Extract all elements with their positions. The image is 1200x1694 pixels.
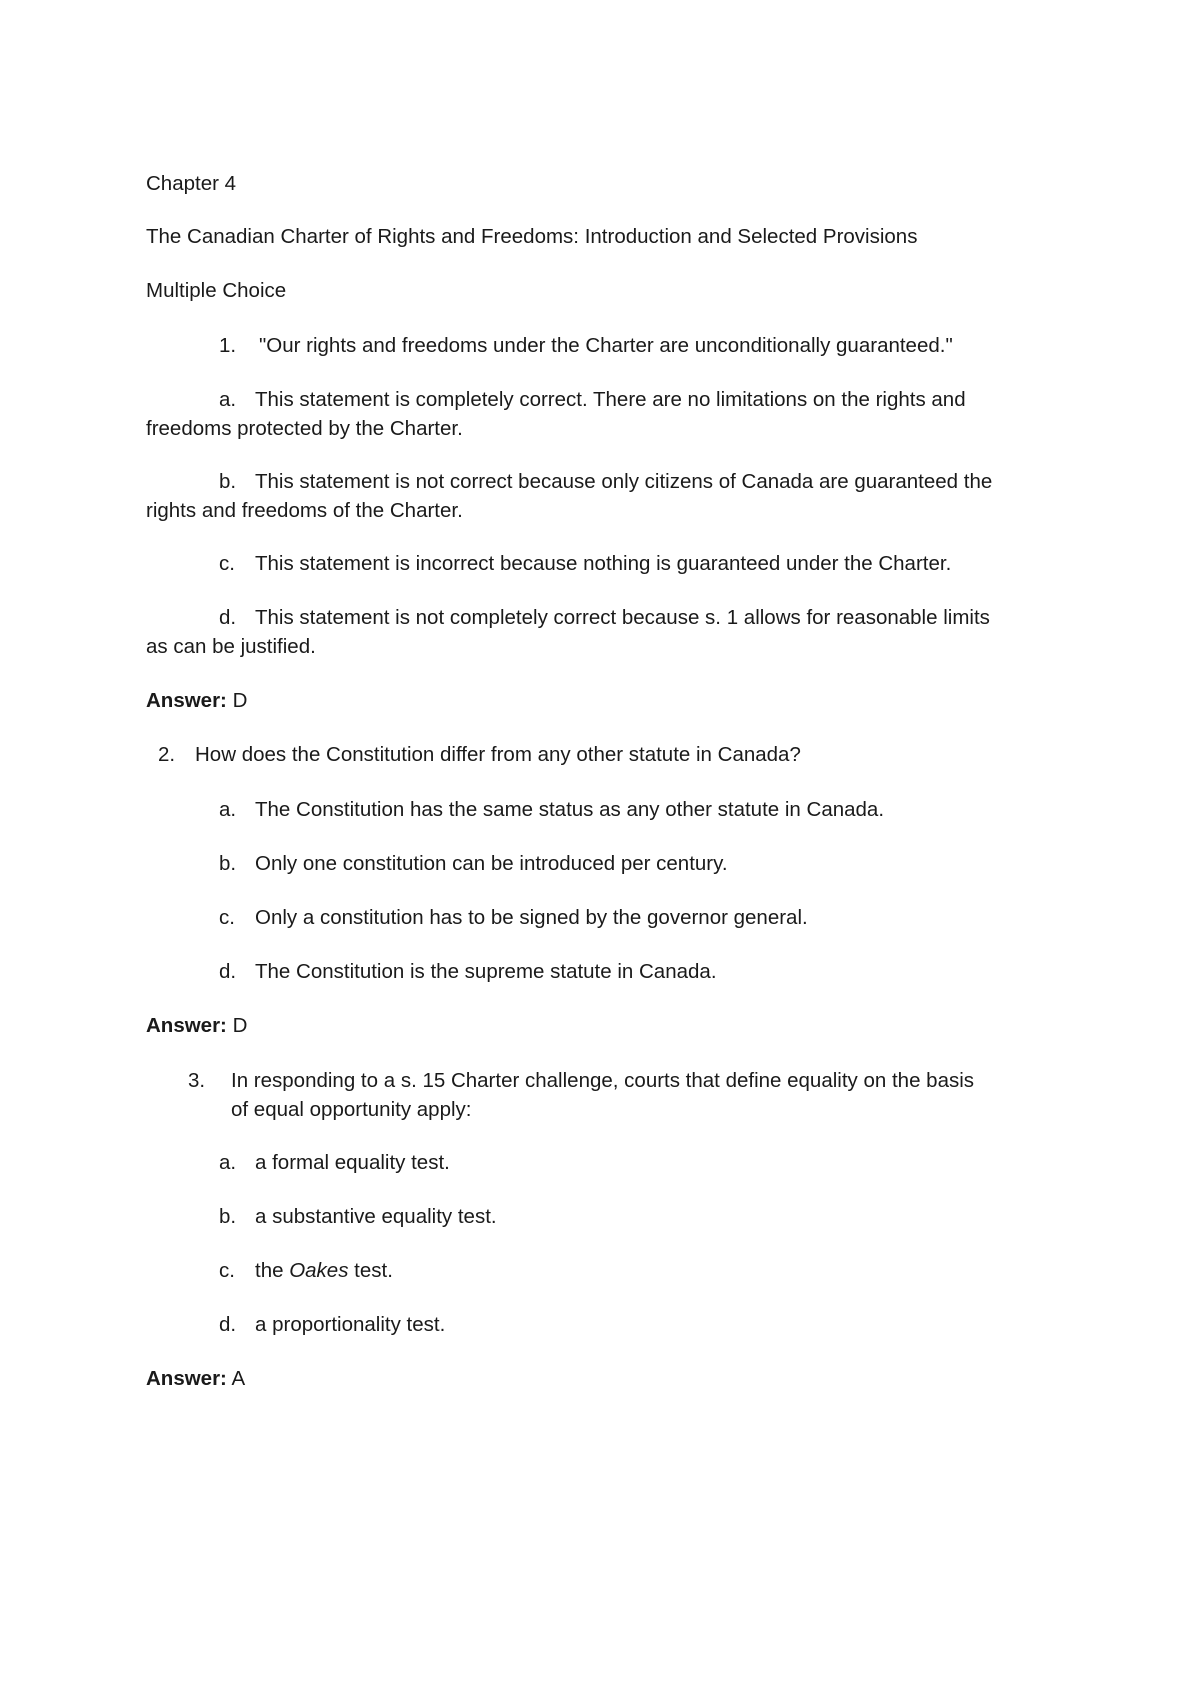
option-letter: b.	[219, 852, 237, 875]
question-1-number: 1.	[219, 334, 237, 357]
question-2-option-b	[146, 849, 1066, 878]
option-text: This statement is completely correct. There are no limitations on the rights and	[255, 388, 966, 411]
chapter-title: The Canadian Charter of Rights and Freedoms: Introduction and Selected Provisions	[146, 225, 918, 248]
option-letter: d.	[219, 606, 237, 629]
question-2-option-a	[146, 795, 1066, 824]
option-text: This statement is not correct because only citizens of Canada are guaranteed the	[255, 470, 993, 493]
section-heading: Multiple Choice	[146, 279, 287, 302]
option-text: The Constitution is the supreme statute in Canada.	[255, 960, 717, 983]
option-letter: a.	[219, 388, 237, 411]
option-text: a proportionality test.	[255, 1313, 446, 1336]
question-3-option-b	[146, 1202, 1066, 1231]
option-text: Only one constitution can be introduced per century.	[255, 852, 728, 875]
question-2-answer	[146, 1011, 247, 1040]
question-3-option-a	[146, 1148, 1066, 1177]
option-text-continued: as can be justified.	[146, 635, 316, 658]
option-text-continued: rights and freedoms of the Charter.	[146, 499, 463, 522]
question-1-option-a	[146, 385, 1066, 443]
question-2-number: 2.	[158, 743, 176, 766]
option-letter: c.	[219, 906, 235, 929]
question-2-option-c	[146, 903, 1066, 932]
option-letter: d.	[219, 1313, 237, 1336]
option-text: This statement is incorrect because nothing is guaranteed under the Charter.	[255, 552, 952, 575]
option-letter: a.	[219, 1151, 237, 1174]
option-text: This statement is not completely correct because s. 1 allows for reasonable limits	[255, 606, 990, 629]
question-3-number: 3.	[188, 1069, 206, 1092]
answer-value: A	[231, 1367, 246, 1390]
option-text-continued: freedoms protected by the Charter.	[146, 417, 463, 440]
answer-label: Answer:	[146, 1367, 227, 1390]
question-1-option-b	[146, 467, 1066, 525]
case-name-oakes: Oakes	[289, 1259, 349, 1282]
option-text: The Constitution has the same status as any other statute in Canada.	[255, 798, 885, 821]
question-3-text-line: of equal opportunity apply:	[231, 1098, 472, 1121]
question-1-option-d	[146, 603, 1066, 661]
answer-value: D	[232, 1014, 248, 1037]
option-text-pre: the	[255, 1259, 290, 1282]
option-letter: d.	[219, 960, 237, 983]
question-2-option-d	[146, 957, 1066, 986]
question-3-text-line: In responding to a s. 15 Charter challenge, courts that define equality on the basis	[231, 1069, 975, 1092]
option-letter: a.	[219, 798, 237, 821]
question-2-text: How does the Constitution differ from any other statute in Canada?	[195, 743, 801, 766]
option-letter: c.	[219, 1259, 235, 1282]
answer-label: Answer:	[146, 689, 227, 712]
chapter-heading: Chapter 4	[146, 172, 237, 195]
option-letter: b.	[219, 1205, 237, 1228]
question-3-answer	[146, 1364, 245, 1393]
option-letter: c.	[219, 552, 235, 575]
option-text: a formal equality test.	[255, 1151, 450, 1174]
option-text-post: test.	[348, 1259, 393, 1282]
question-3-text	[231, 1066, 974, 1124]
question-3-option-d	[146, 1310, 1066, 1339]
option-text: Only a constitution has to be signed by the governor general.	[255, 906, 808, 929]
answer-label: Answer:	[146, 1014, 227, 1037]
answer-value: D	[232, 689, 248, 712]
question-1-text: "Our rights and freedoms under the Charter are unconditionally guaranteed."	[259, 334, 953, 357]
question-1-option-c	[146, 549, 1066, 578]
question-3-option-c	[146, 1256, 1066, 1285]
option-letter: b.	[219, 470, 237, 493]
option-text: a substantive equality test.	[255, 1205, 497, 1228]
question-1-answer	[146, 686, 247, 715]
